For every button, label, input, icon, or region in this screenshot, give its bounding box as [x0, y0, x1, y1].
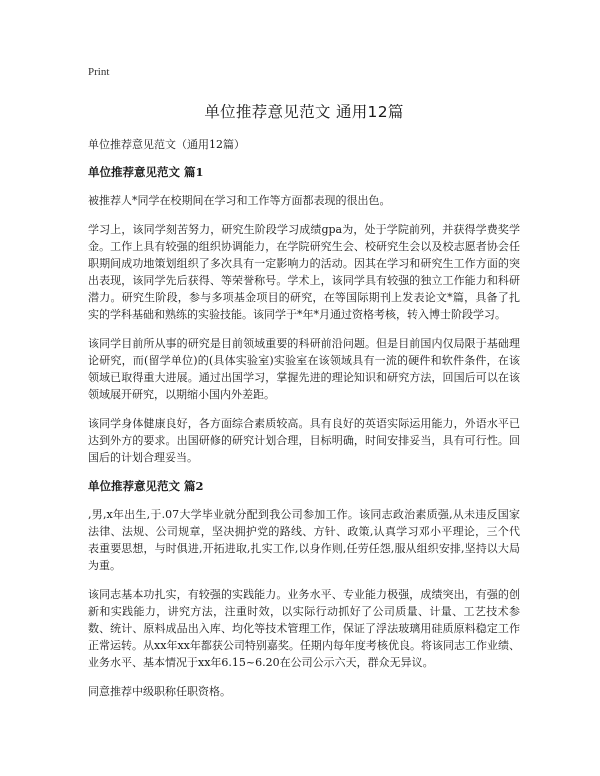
paragraph: 该同学目前所从事的研究是目前领域重要的科研前沿问题。但是目前国内仅局限于基础理论研究，而(留学单位)的(具体实验室)实验室在该领域具有一流的硬件和软件条件，在该领域已取得重大进展。通过出国学习，掌握先进的理论知识和研究方法，回国后可以在该领域展开研究，以期缩小国内外差距。: [88, 337, 520, 401]
paragraph: 学习上，该同学刻苦努力，研究生阶段学习成绩gpa为，处于学院前列，并获得学费奖学金。工作上具有较强的组织协调能力，在学院研究生会、校研究生会以及校志愿者协会任职期间成功地策划组织了多次具有一定影响力的活动。因其在学习和研究生工作方面的突出表现，该同学先后获得、等荣誉称号。学术上，该同学具有较强的独立工作能力和科研潜力。研究生阶段，参与多项基金项目的研究，在等国际期刊上发表论文*篇，具备了扎实的学科基础和熟练的实验技能。该同学于*年*月通过资格考核，转入博士阶段学习。: [88, 223, 520, 321]
document-subtitle: 单位推荐意见范文（通用12篇）: [88, 138, 245, 151]
print-label: Print: [88, 66, 110, 78]
section-2: [88, 478, 520, 700]
paragraph: 同意推荐中级职称任职资格。: [88, 685, 231, 698]
paragraph: 被推荐人*同学在校期间在学习和工作等方面都表现的很出色。: [88, 194, 391, 207]
document-title: 单位推荐意见范文 通用12篇: [204, 103, 404, 121]
paragraph: 该同志基本功扎实，有较强的实践能力。业务水平、专业能力极强，成绩突出，有强的创新和实践能力，讲究方法，注重时效，以实际行动抓好了公司质量、计量、工艺技术参数、统计、原料成品出入库、均化等技术管理工作，保证了浮法玻璃用硅质原料稳定工作正常运转。从xx年xx年都获公司特别嘉奖。任期内每年度考核优良。将该同志工作业绩、业务水平、基本情况于xx年6.15~6.20在公司公示六天，群众无异议。: [88, 588, 520, 669]
document-page: [88, 66, 520, 712]
section-heading: 单位推荐意见范文 篇1: [88, 165, 204, 179]
paragraph: 该同学身体健康良好，各方面综合素质较高。具有良好的英语实际运用能力，外语水平已达到外方的要求。出国研修的研究计划合理，目标明确，时间安排妥当，具有可行性。回国后的计划合理妥当。: [88, 417, 520, 464]
section-1: [88, 164, 520, 466]
section-heading: 单位推荐意见范文 篇2: [88, 479, 204, 493]
paragraph: ,男,x年出生,于.07大学毕业就分配到我公司参加工作。该同志政治素质强,从未违反国家法律、法规、公司规章，坚决拥护党的路线、方针、政策,认真学习邓小平理论，三个代表重要思想，与时俱进,开拓进取,扎实工作,以身作则,任劳任怨,服从组织安排,坚持以大局为重。: [88, 508, 520, 572]
